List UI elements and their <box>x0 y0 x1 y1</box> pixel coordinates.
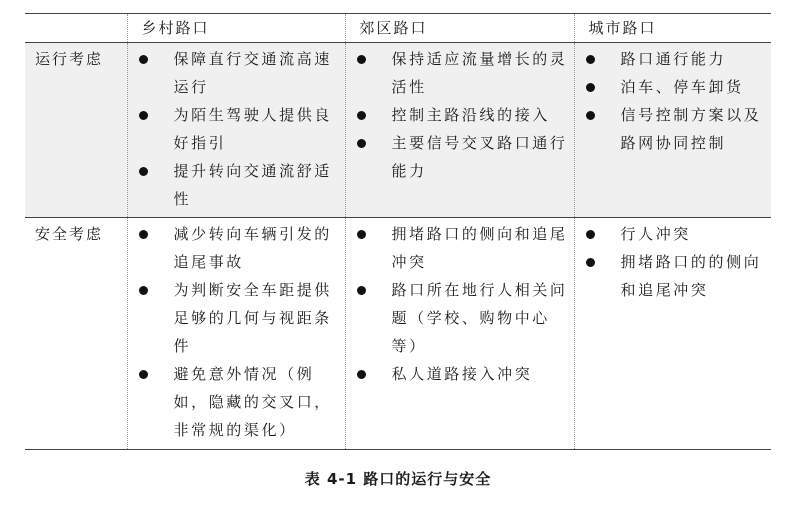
cell-safety-rural <box>127 218 345 450</box>
list-item-text: 保障直行交通流高速运行 <box>173 50 332 96</box>
header-suburban-intersection: 郊区路口 <box>345 14 574 43</box>
bullet-list <box>128 43 345 213</box>
bullet-list <box>575 218 772 304</box>
bullet-icon <box>586 55 595 64</box>
table-caption: 表 4-1 路口的运行与安全 <box>304 470 492 488</box>
list-item-text: 减少转向车辆引发的追尾事故 <box>173 225 332 271</box>
bullet-icon <box>357 230 366 239</box>
bullet-icon <box>357 370 366 379</box>
table-row-safety <box>25 218 771 450</box>
bullet-icon <box>586 258 595 267</box>
list-item <box>354 360 568 388</box>
list-item-text: 主要信号交叉路口通行能力 <box>391 134 568 180</box>
list-item-text: 私人道路接入冲突 <box>391 365 533 383</box>
bullet-icon <box>586 83 595 92</box>
list-item-text: 为判断安全车距提供足够的几何与视距条件 <box>173 281 332 355</box>
bullet-icon <box>139 286 148 295</box>
list-item <box>136 45 339 101</box>
bullet-list <box>575 43 772 157</box>
table-header-row <box>25 14 771 43</box>
bullet-icon <box>139 230 148 239</box>
list-item-text: 路口所在地行人相关问题（学校、购物中心等） <box>391 281 568 355</box>
bullet-icon <box>586 111 595 120</box>
list-item <box>136 360 339 444</box>
bullet-icon <box>139 55 148 64</box>
cell-operation-suburban <box>345 43 574 218</box>
list-item <box>354 220 568 276</box>
list-item <box>583 220 766 248</box>
list-item-text: 拥堵路口的的侧向和追尾冲突 <box>620 253 762 299</box>
cell-safety-urban <box>574 218 771 450</box>
list-item <box>583 248 766 304</box>
bullet-icon <box>357 111 366 120</box>
header-rural-intersection: 乡村路口 <box>127 14 345 43</box>
cell-operation-urban <box>574 43 771 218</box>
list-item <box>583 101 766 157</box>
list-item <box>354 45 568 101</box>
comparison-table-container <box>25 13 771 438</box>
list-item <box>354 276 568 360</box>
bullet-icon <box>139 370 148 379</box>
list-item-text: 信号控制方案以及路网协同控制 <box>620 106 762 152</box>
row-label-operation: 运行考虑 <box>25 43 127 218</box>
table-row-operation <box>25 43 771 218</box>
list-item-text: 为陌生驾驶人提供良好指引 <box>173 106 332 152</box>
list-item-text: 控制主路沿线的接入 <box>391 106 550 124</box>
list-item <box>354 129 568 185</box>
list-item-text: 提升转向交通流舒适性 <box>173 162 332 208</box>
header-empty-cell <box>25 14 127 43</box>
list-item-text: 避免意外情况（例如，隐藏的交叉口，非常规的渠化） <box>173 365 332 439</box>
bullet-icon <box>586 230 595 239</box>
list-item <box>136 220 339 276</box>
cell-safety-suburban <box>345 218 574 450</box>
list-item <box>136 101 339 157</box>
list-item <box>136 276 339 360</box>
bullet-icon <box>139 167 148 176</box>
list-item <box>583 73 766 101</box>
cell-operation-rural <box>127 43 345 218</box>
list-item-text: 保持适应流量增长的灵活性 <box>391 50 568 96</box>
bullet-list <box>346 43 574 185</box>
row-label-safety: 安全考虑 <box>35 225 104 243</box>
bullet-list <box>128 218 345 444</box>
list-item <box>136 157 339 213</box>
list-item <box>583 45 766 73</box>
list-item-text: 拥堵路口的侧向和追尾冲突 <box>391 225 568 271</box>
intersection-operation-safety-table <box>25 13 771 450</box>
header-urban-intersection: 城市路口 <box>574 14 771 43</box>
list-item-text: 泊车、停车卸货 <box>620 78 744 96</box>
list-item <box>354 101 568 129</box>
bullet-icon <box>139 111 148 120</box>
list-item-text: 行人冲突 <box>620 225 691 243</box>
bullet-list <box>346 218 574 388</box>
list-item-text: 路口通行能力 <box>620 50 727 68</box>
bullet-icon <box>357 139 366 148</box>
bullet-icon <box>357 286 366 295</box>
bullet-icon <box>357 55 366 64</box>
